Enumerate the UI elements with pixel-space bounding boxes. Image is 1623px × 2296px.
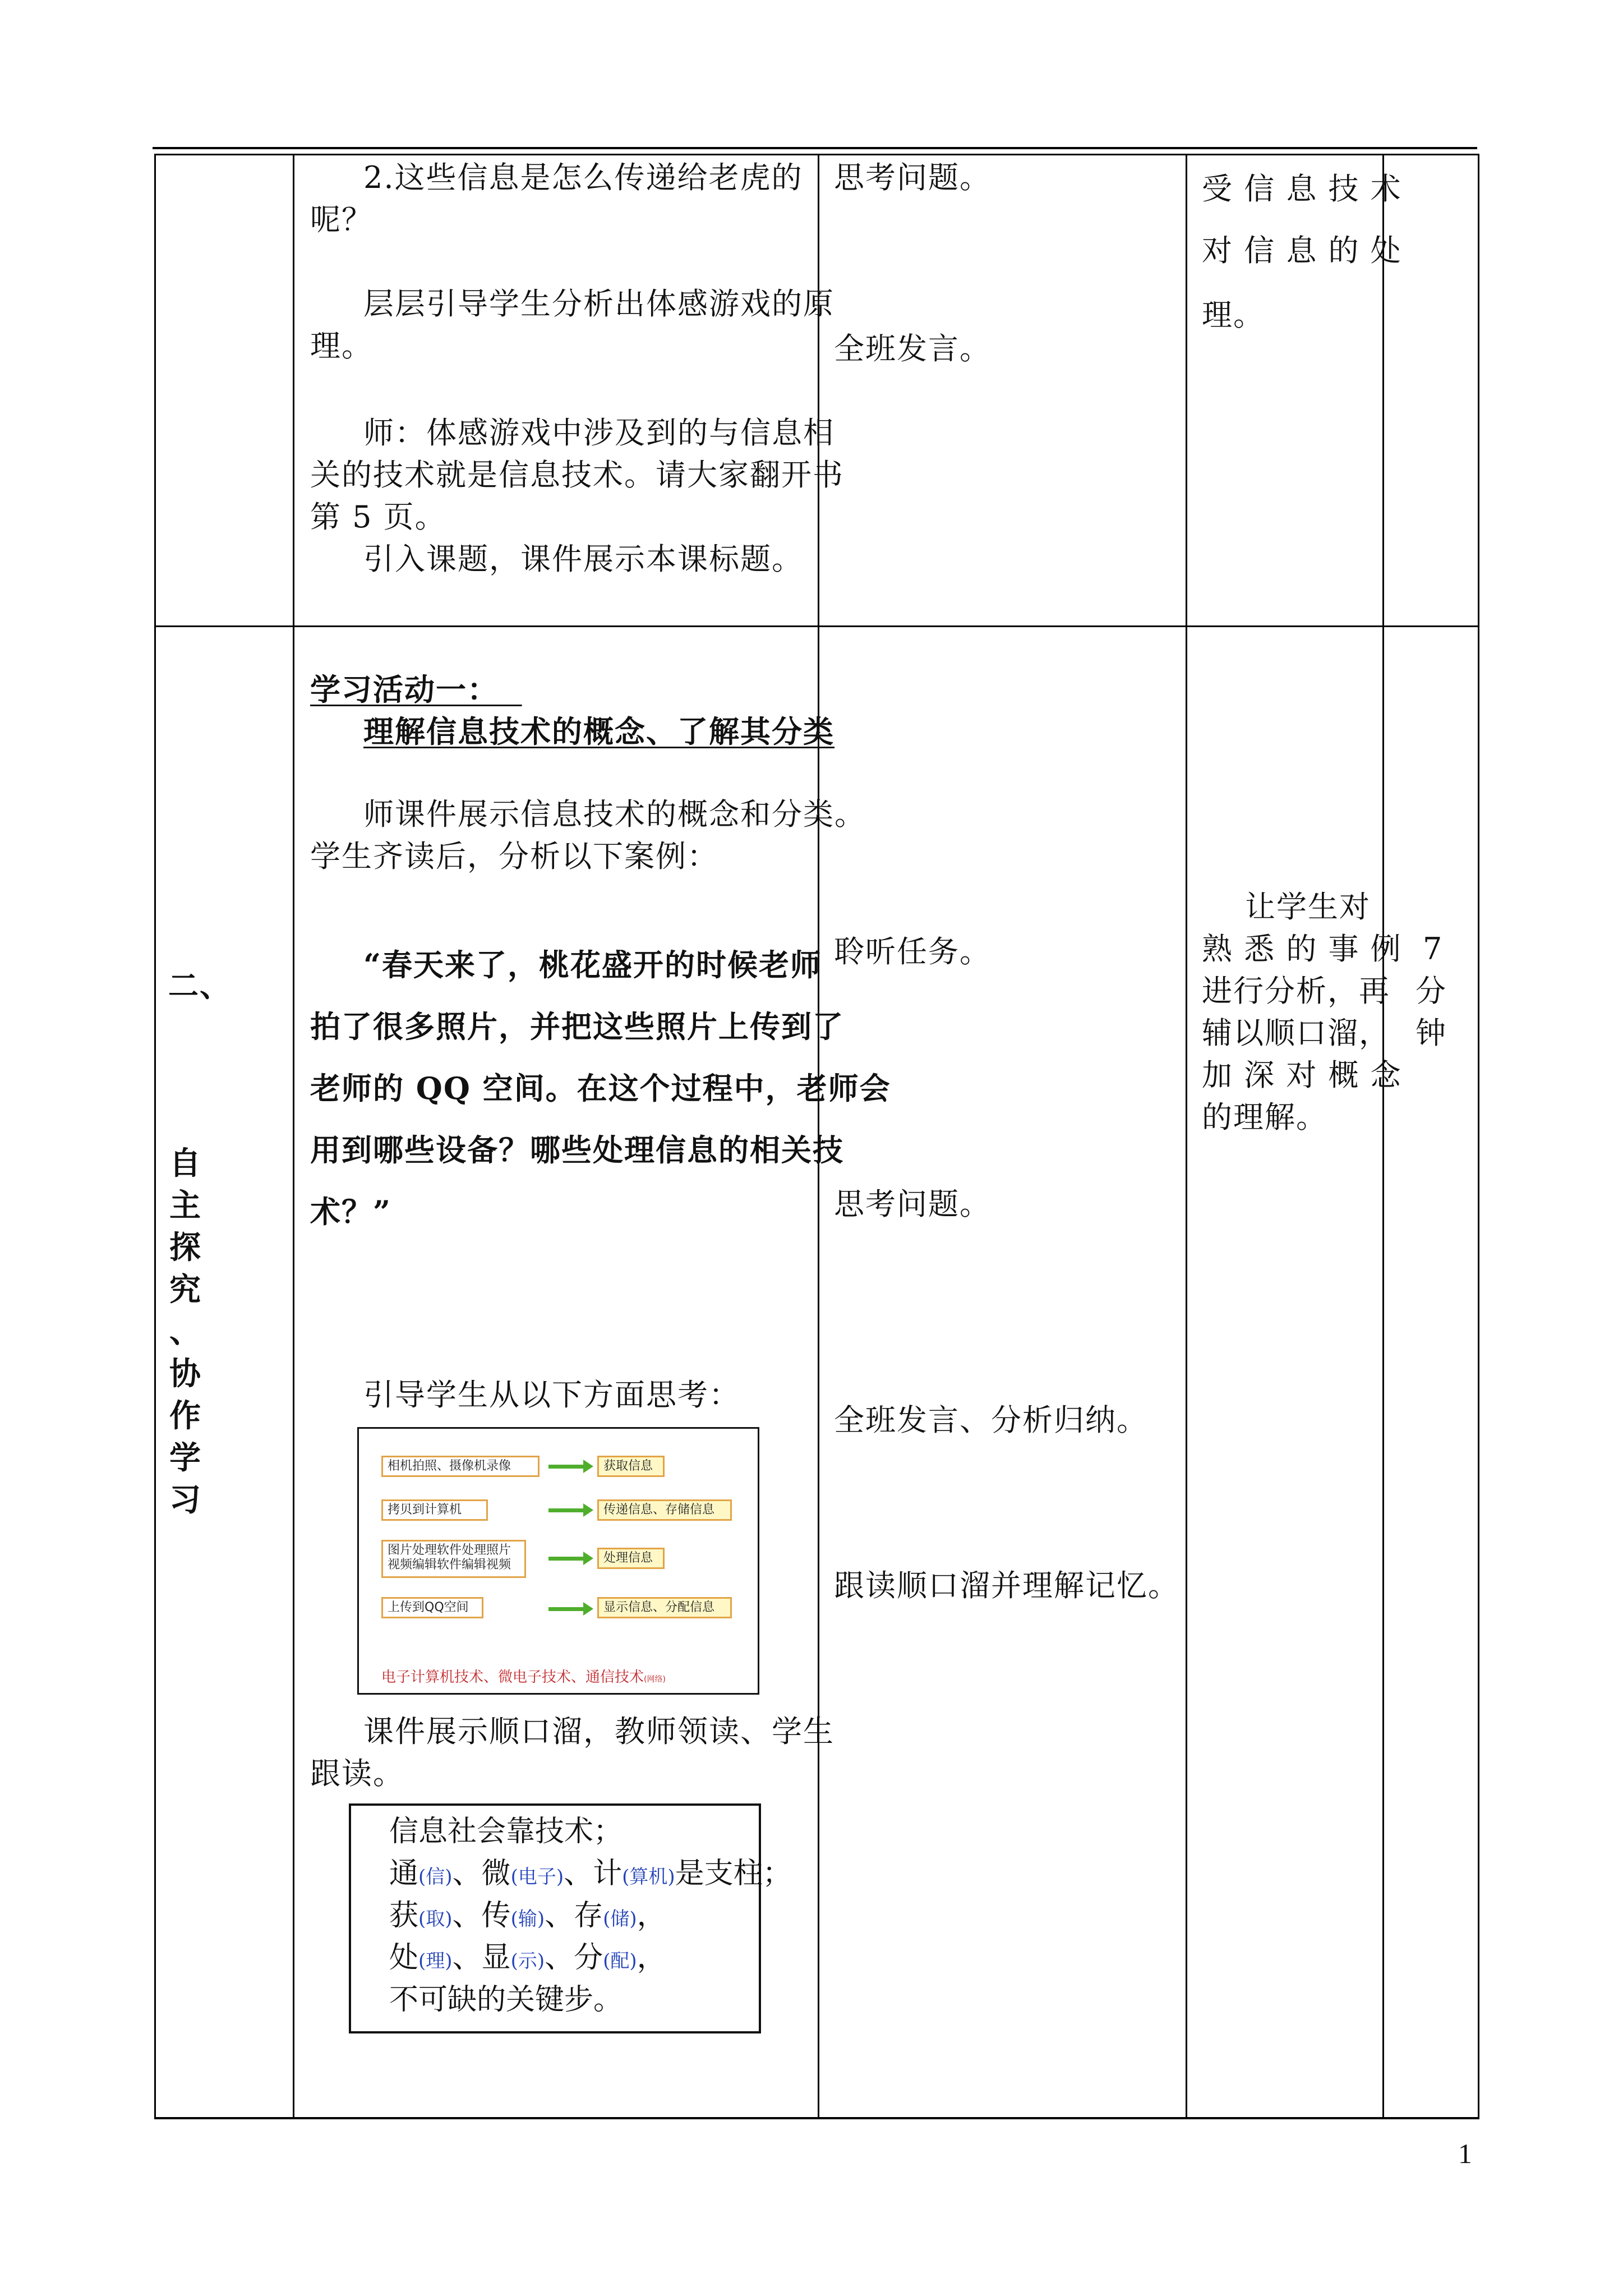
arrow-right-icon xyxy=(548,1607,584,1611)
activity-intro-line1: 师课件展示信息技术的概念和分类。 xyxy=(363,797,866,832)
activity-subtitle: 理解信息技术的概念、了解其分类 xyxy=(363,714,834,749)
row1-student-think: 思考问题。 xyxy=(834,160,991,195)
rhyme-hint: (输) xyxy=(510,1908,545,1930)
activity-title xyxy=(310,669,522,710)
row2-student-listen: 聆听任务。 xyxy=(834,934,991,969)
rhyme-line1: 信息社会靠技术； xyxy=(389,1815,623,1848)
row2-student-speak: 全班发言、分析归纳。 xyxy=(834,1402,1148,1438)
diagram-step-edit-line2: 视频编辑软件编辑视频 xyxy=(388,1558,511,1572)
rhyme-text: 、传 xyxy=(452,1899,511,1932)
stage-char: 学 xyxy=(169,1439,201,1476)
col-border-1 xyxy=(154,154,156,2119)
time-value: 7 xyxy=(1423,931,1444,967)
stage-char: 探 xyxy=(169,1229,201,1266)
row2-intent-line1: 让学生对 xyxy=(1245,889,1371,924)
case-line1: “春天来了，桃花盛开的时候老师 xyxy=(363,947,822,983)
rhyme-text: ， xyxy=(637,1941,666,1975)
row2-intent-line3: 进行分析，再 xyxy=(1202,973,1390,1009)
rhyme-hint: (示) xyxy=(510,1950,545,1972)
stage-number: 二、 xyxy=(168,968,231,1004)
diagram-result-transfer: 传递信息、存储信息 xyxy=(597,1499,732,1521)
row2-intent-line6: 的理解。 xyxy=(1202,1099,1327,1135)
activity-title-text: 学习活动一： xyxy=(310,671,499,707)
row1-guide-line1: 层层引导学生分析出体感游戏的原 xyxy=(363,286,834,321)
row1-guide-line2: 理。 xyxy=(310,328,373,364)
arrow-right-icon xyxy=(548,1557,584,1561)
col-border-6 xyxy=(1478,154,1479,2119)
diagram-step-copy: 拷贝到计算机 xyxy=(381,1499,488,1521)
stage-char: 作 xyxy=(169,1397,201,1434)
row2-intent-line5: 加 深 对 概 念 xyxy=(1202,1057,1402,1093)
diagram-footer-text: 电子计算机技术、微电子技术、通信技术 xyxy=(381,1669,644,1686)
rhyme-text: 、显 xyxy=(452,1941,511,1975)
time-unit-char: 分 xyxy=(1415,973,1447,1009)
col-border-4 xyxy=(1186,154,1187,2119)
rhyme-hint: (信) xyxy=(418,1866,453,1888)
diagram-footer-note: (网络) xyxy=(644,1675,666,1684)
case-line2: 拍了很多照片，并把这些照片上传到了 xyxy=(310,1009,844,1045)
col-border-2 xyxy=(293,154,294,2119)
table-bottom-border xyxy=(154,2117,1479,2119)
rhyme-text: 处 xyxy=(389,1941,419,1975)
table-top-border xyxy=(154,154,1479,155)
diagram-result-display: 显示信息、分配信息 xyxy=(597,1597,732,1618)
row1-intro-line: 引入课题，课件展示本课标题。 xyxy=(363,541,803,577)
row1-student-speak: 全班发言。 xyxy=(834,331,991,366)
diagram-step-edit xyxy=(381,1540,526,1578)
case-line4: 用到哪些设备？哪些处理信息的相关技 xyxy=(310,1132,844,1168)
activity-intro-line2: 学生齐读后，分析以下案例： xyxy=(310,839,718,874)
row1-teacher-line3: 第 5 页。 xyxy=(310,499,446,535)
diagram-footer xyxy=(381,1665,666,1686)
rhyme-intro-line2: 跟读。 xyxy=(310,1756,404,1791)
rhyme-hint: (取) xyxy=(418,1908,453,1930)
rhyme-text: 是支柱； xyxy=(675,1857,792,1890)
rhyme-line2 xyxy=(389,1857,792,1894)
case-line5: 术？” xyxy=(310,1194,392,1230)
diagram-step-capture: 相机拍照、摄像机录像 xyxy=(381,1456,540,1477)
stage-char: 究 xyxy=(169,1271,201,1308)
diagram-step-upload: 上传到QQ空间 xyxy=(381,1597,483,1618)
row2-student-recite: 跟读顺口溜并理解记忆。 xyxy=(834,1568,1179,1603)
diagram-result-process: 处理信息 xyxy=(597,1548,665,1569)
stage-char: 主 xyxy=(169,1187,201,1224)
time-unit-char: 钟 xyxy=(1415,1015,1447,1051)
rhyme-text: 获 xyxy=(389,1899,419,1932)
col-border-5 xyxy=(1382,154,1384,2119)
rhyme-text: 、分 xyxy=(545,1941,603,1975)
row1-teacher-line2: 关的技术就是信息技术。请大家翻开书 xyxy=(310,457,844,493)
row-divider xyxy=(154,625,1479,627)
diagram-step-edit-line1: 图片处理软件处理照片 xyxy=(388,1543,511,1557)
stage-char: 自 xyxy=(169,1145,201,1182)
rhyme-box xyxy=(349,1803,792,2033)
arrow-right-icon xyxy=(548,1508,584,1512)
rhyme-line5: 不可缺的关键步。 xyxy=(389,1983,623,2017)
rhyme-text: ， xyxy=(637,1899,666,1932)
row2-intent-line2: 熟 悉 的 事 例 xyxy=(1202,931,1402,967)
rhyme-hint: (理) xyxy=(418,1950,453,1972)
rhyme-text: 通 xyxy=(389,1857,419,1890)
rhyme-text: 、计 xyxy=(564,1857,623,1890)
row1-intent-line1: 受 信 息 技 术 xyxy=(1202,171,1402,206)
row1-intent-line2: 对 信 息 的 处 xyxy=(1202,233,1402,268)
rhyme-text: 、微 xyxy=(452,1857,511,1890)
rhyme-hint: (配) xyxy=(603,1950,637,1972)
case-line3: 老师的 QQ 空间。在这个过程中，老师会 xyxy=(310,1070,891,1106)
row2-student-think: 思考问题。 xyxy=(834,1186,991,1222)
arrow-right-icon xyxy=(548,1465,584,1469)
rhyme-hint: (算机) xyxy=(622,1866,675,1888)
guide-line: 引导学生从以下方面思考： xyxy=(363,1377,740,1412)
row1-teacher-line1: 师：体感游戏中涉及到的与信息相 xyxy=(363,415,834,450)
row1-intent-line3: 理。 xyxy=(1202,297,1265,333)
rhyme-intro-line1: 课件展示顺口溜，教师领读、学生 xyxy=(363,1714,834,1749)
rhyme-line3 xyxy=(389,1899,666,1936)
stage-char: 协 xyxy=(169,1355,201,1392)
stage-char: 习 xyxy=(169,1481,201,1519)
stage-char: 、 xyxy=(169,1313,201,1350)
page-number: 1 xyxy=(1458,2138,1472,2169)
rhyme-hint: (储) xyxy=(603,1908,637,1930)
rhyme-hint: (电子) xyxy=(510,1866,564,1888)
rhyme-line4 xyxy=(389,1941,666,1978)
rhyme-text: 、存 xyxy=(545,1899,603,1932)
header-rule xyxy=(153,147,1477,149)
row1-question-line2: 呢？ xyxy=(310,202,373,237)
row2-intent-line4: 辅以顺口溜， xyxy=(1202,1015,1390,1051)
diagram-result-acquire: 获取信息 xyxy=(597,1456,665,1477)
process-diagram xyxy=(357,1427,759,1695)
row1-question-line1: 2.这些信息是怎么传递给老虎的 xyxy=(363,160,803,195)
